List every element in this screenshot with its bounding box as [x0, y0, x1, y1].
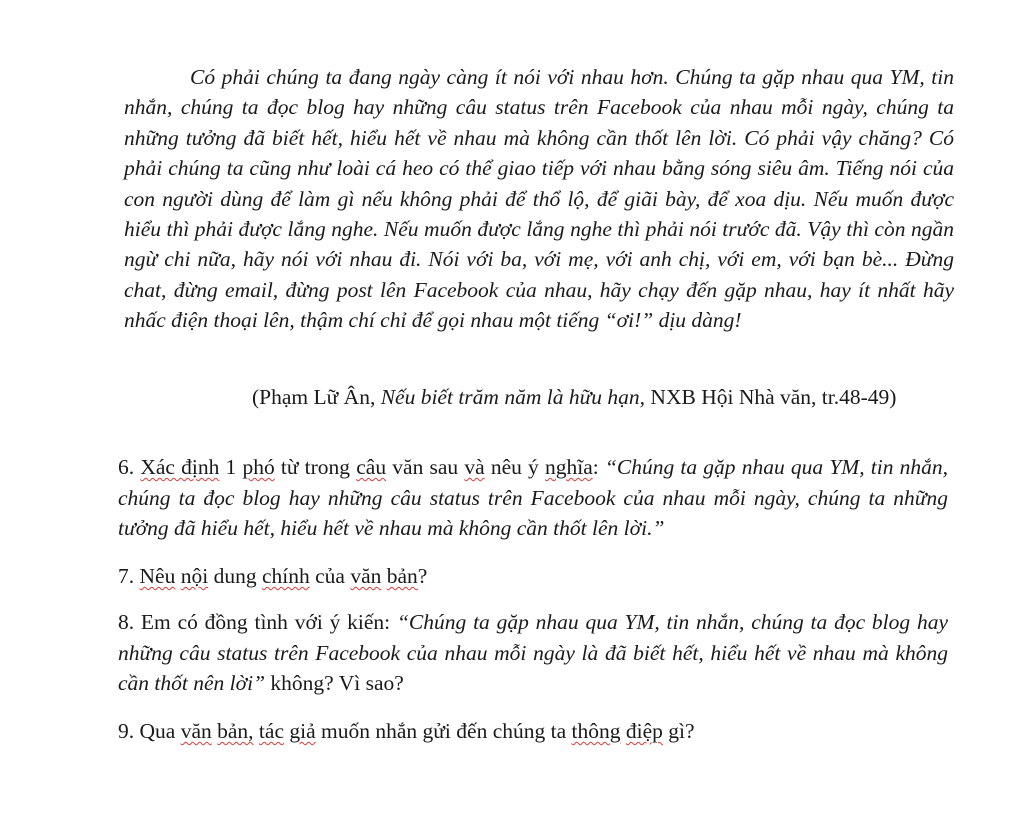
question-6-text: : [592, 455, 605, 479]
question-8-quote: “Chúng ta gặp nhau qua YM, tin nhắn, chúng ta đọc blog hay những câu status trên Facebook của nhau mỗi ngày là đã biết hết, hiểu hết về nhau mà không cần thốt nên lời” [118, 610, 948, 696]
question-6-text: văn sau [386, 455, 465, 479]
question-6-quote: “Chúng ta gặp nhau qua YM, tin nhắn, chúng ta đọc blog hay những câu status trên Facebook của nhau mỗi ngày, chúng ta những tưởng đã hiểu hết, hiểu hết về nhau mà không cần thốt lên lời.” [118, 455, 949, 541]
question-6-text: nêu ý [484, 455, 545, 479]
question-7 [118, 561, 948, 592]
citation-book-title: Nếu biết trăm năm là hữu hạn [380, 385, 640, 409]
spell-flag: nội [180, 564, 209, 588]
spell-flag: văn [350, 564, 382, 588]
question-8 [118, 607, 948, 699]
spell-flag: bản [386, 564, 418, 588]
spell-flag: Xác định [140, 455, 220, 479]
spell-flag: Nêu [139, 564, 176, 588]
question-7-text: ? [417, 564, 428, 588]
citation-author: (Phạm Lữ Ân, [252, 385, 381, 409]
question-9-text: gì? [662, 719, 695, 743]
question-7-text: của [309, 564, 351, 588]
source-citation [252, 382, 952, 412]
question-7-number: 7. [118, 564, 135, 588]
spell-flag: bản, [217, 719, 254, 743]
question-8-lead: 8. Em có đồng tình với ý kiến: [118, 610, 397, 634]
spell-flag: giả [289, 719, 316, 743]
question-6-number: 6. [118, 455, 135, 479]
spell-flag: câu [356, 455, 387, 479]
question-8-tail: không? Vì sao? [265, 671, 404, 696]
spell-flag: và [464, 455, 485, 479]
question-6 [118, 452, 948, 544]
question-9 [118, 716, 948, 747]
question-7-text: dung [208, 564, 262, 588]
spell-flag: chính [261, 564, 310, 588]
question-6-text: 1 [219, 455, 243, 479]
citation-publisher: , NXB Hội Nhà văn, tr.48-49) [639, 385, 897, 409]
spell-flag: tác [258, 719, 284, 743]
spell-flag: phó [242, 455, 275, 479]
question-9-text: 9. Qua [118, 719, 181, 743]
spell-flag: nghĩa [544, 455, 593, 479]
spell-flag: điệp [625, 719, 663, 743]
question-6-text: từ trong [274, 455, 357, 479]
passage-paragraph: Có phải chúng ta đang ngày càng ít nói với nhau hơn. Chúng ta gặp nhau qua YM, tin nhắn, chúng ta đọc blog hay những câu status trên Facebook của nhau mỗi ngày, chúng ta những tưởng đã biết hết, hiểu hết về nhau mà không cần thốt lên lời. Có phải vậy chăng? Có phải chúng ta cũng như loài cá heo có thể giao tiếp với nhau bằng sóng siêu âm. Tiếng nói của con người dùng để làm gì nếu không phải để thổ lộ, để giãi bày, để xoa dịu. Nếu muốn được hiểu thì phải được lắng nghe. Nếu muốn được lắng nghe thì phải nói trước đã. Vậy thì còn ngần ngừ chi nữa, hãy nói với nhau đi. Nói với ba, với mẹ, với anh chị, với em, với bạn bè... Đừng chat, đừng email, đừng post lên Facebook của nhau, hãy chạy đến gặp nhau, hay ít nhất hãy nhấc điện thoại lên, thậm chí chỉ để gọi nhau một tiếng “ơi!” dịu dàng! [124, 65, 954, 333]
spell-flag: văn [180, 719, 212, 743]
spell-flag: thông [571, 719, 621, 743]
question-9-text: muốn nhắn gửi đến chúng ta [315, 719, 572, 743]
